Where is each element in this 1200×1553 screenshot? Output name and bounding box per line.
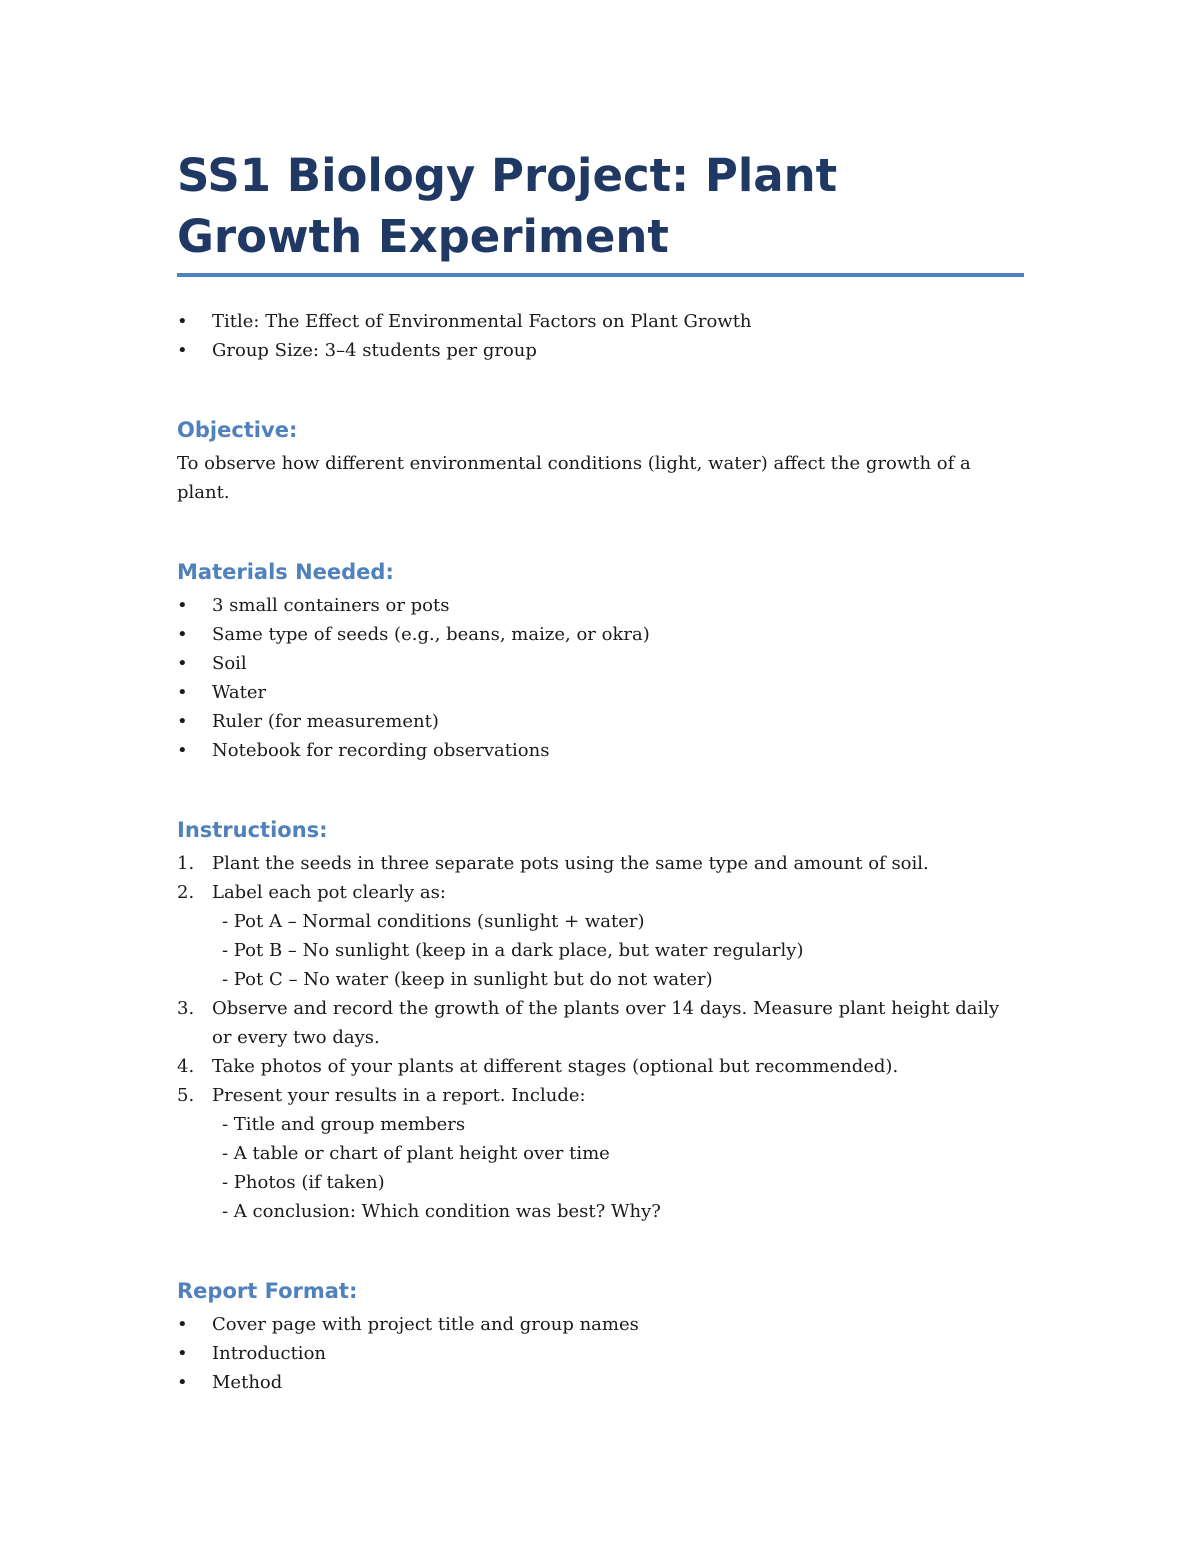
sub-item: - Photos (if taken) — [222, 1172, 385, 1193]
bullet-icon: • — [177, 1343, 188, 1364]
list-item: 2. Label each pot clearly as: - Pot A – Normal conditions (sunlight + water) - Pot B – No sunlight (keep in a dark place, but water regularly) - Pot C – No water (keep in sunlight but do not water) — [177, 878, 1024, 994]
report-heading: Report Format: — [177, 1279, 358, 1303]
list-item: • Soil — [177, 649, 1024, 678]
list-item: • Water — [177, 678, 1024, 707]
objective-text: To observe how different environmental conditions (light, water) affect the growth of a plant. — [177, 453, 971, 503]
materials-heading: Materials Needed: — [177, 560, 394, 584]
step-number: 3. — [177, 998, 195, 1019]
bullet-icon: • — [177, 1372, 188, 1393]
bullet-icon: • — [177, 682, 188, 703]
list-item: • Method — [177, 1368, 1024, 1397]
sub-item: - A conclusion: Which condition was best? Why? — [222, 1201, 661, 1222]
report-list — [177, 1310, 1024, 1397]
list-item: • Group Size: 3–4 students per group — [177, 336, 1024, 365]
sub-item: - Pot C – No water (keep in sunlight but do not water) — [222, 969, 713, 990]
instructions-heading: Instructions: — [177, 818, 328, 842]
list-item: 4. Take photos of your plants at different stages (optional but recommended). — [177, 1052, 1024, 1081]
sub-item: - Pot B – No sunlight (keep in a dark place, but water regularly) — [222, 940, 804, 961]
page-title: SS1 Biology Project: Plant Growth Experiment — [177, 145, 1024, 277]
instructions-list — [177, 849, 1024, 1226]
list-item: • 3 small containers or pots — [177, 591, 1024, 620]
bullet-icon: • — [177, 595, 188, 616]
document-page — [177, 145, 1024, 1397]
bullet-icon: • — [177, 340, 188, 361]
sub-item: - Title and group members — [222, 1114, 466, 1135]
bullet-icon: • — [177, 711, 188, 732]
list-item: • Cover page with project title and group names — [177, 1310, 1024, 1339]
list-item: • Notebook for recording observations — [177, 736, 1024, 765]
list-item: • Ruler (for measurement) — [177, 707, 1024, 736]
step-number: 1. — [177, 853, 195, 874]
list-item: • Same type of seeds (e.g., beans, maize, or okra) — [177, 620, 1024, 649]
sub-item: - A table or chart of plant height over time — [222, 1143, 610, 1164]
bullet-icon: • — [177, 311, 188, 332]
step-number: 2. — [177, 882, 195, 903]
objective-heading: Objective: — [177, 418, 298, 442]
list-item: • Title: The Effect of Environmental Factors on Plant Growth — [177, 307, 1024, 336]
materials-list — [177, 591, 1024, 765]
bullet-icon: • — [177, 624, 188, 645]
sub-item: - Pot A – Normal conditions (sunlight + water) — [222, 911, 645, 932]
list-item: 3. Observe and record the growth of the plants over 14 days. Measure plant height daily or every two days. — [177, 994, 1024, 1052]
list-item: 5. Present your results in a report. Include: - Title and group members - A table or chart of plant height over time - Photos (if taken) - A conclusion: Which condition was best? Why? — [177, 1081, 1024, 1226]
list-item: • Introduction — [177, 1339, 1024, 1368]
step-number: 4. — [177, 1056, 195, 1077]
bullet-icon: • — [177, 740, 188, 761]
list-item: 1. Plant the seeds in three separate pots using the same type and amount of soil. — [177, 849, 1024, 878]
step-number: 5. — [177, 1085, 195, 1106]
bullet-icon: • — [177, 653, 188, 674]
bullet-icon: • — [177, 1314, 188, 1335]
meta-list — [177, 307, 1024, 365]
